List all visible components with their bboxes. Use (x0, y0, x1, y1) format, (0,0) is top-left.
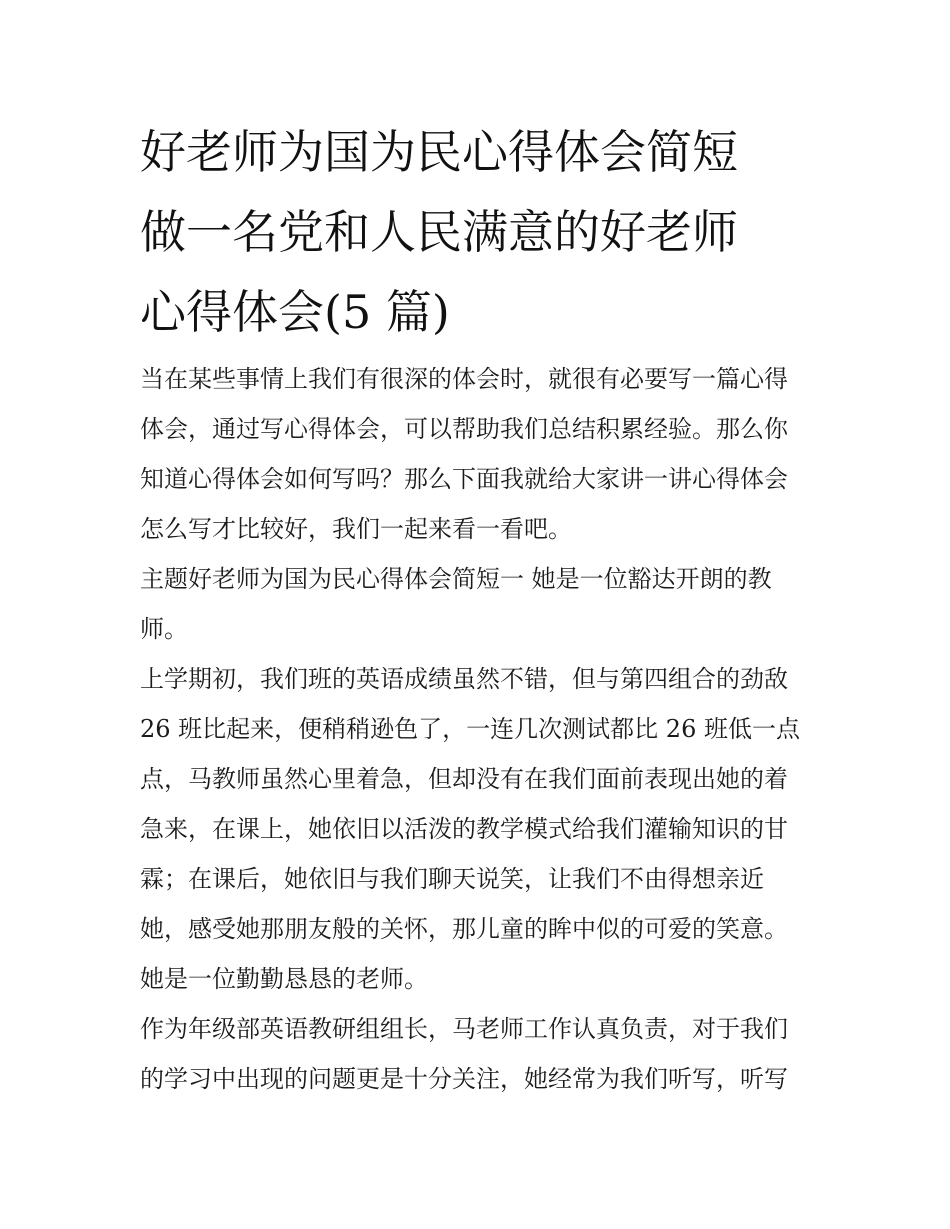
body-line: 点，马教师虽然心里着急，但却没有在我们面前表现出她的着 (140, 765, 788, 793)
body-line: 26 班比起来，便稍稍逊色了，一连几次测试都比 26 班低一点 (140, 715, 800, 743)
body-line: 她，感受她那朋友般的关怀，那儿童的眸中似的可爱的笑意。 (140, 915, 788, 943)
body-line: 师。 (140, 615, 188, 643)
document-body (140, 354, 820, 1104)
body-line: 作为年级部英语教研组组长，马老师工作认真负责，对于我们 (140, 1015, 788, 1043)
body-line: 知道心得体会如何写吗？那么下面我就给大家讲一讲心得体会 (140, 465, 788, 493)
body-line: 她是一位勤勤恳恳的老师。 (140, 965, 428, 993)
body-line: 霖；在课后，她依旧与我们聊天说笑，让我们不由得想亲近 (140, 865, 764, 893)
body-line: 当在某些事情上我们有很深的体会时，就很有必要写一篇心得 (140, 365, 788, 393)
title-line: 心得体会(5 篇) (140, 285, 450, 339)
body-line: 的学习中出现的问题更是十分关注，她经常为我们听写，听写 (140, 1065, 788, 1093)
body-line: 主题好老师为国为民心得体会简短一 她是一位豁达开朗的教 (140, 565, 772, 593)
body-line: 怎么写才比较好，我们一起来看一看吧。 (140, 515, 572, 543)
body-line: 上学期初，我们班的英语成绩虽然不错，但与第四组合的劲敌 (140, 665, 788, 693)
title-line: 好老师为国为民心得体会简短 (140, 125, 738, 179)
document-title (140, 112, 820, 352)
body-line: 体会，通过写心得体会，可以帮助我们总结积累经验。那么你 (140, 415, 788, 443)
body-line: 急来，在课上，她依旧以活泼的教学模式给我们灌输知识的甘 (140, 815, 788, 843)
title-line: 做一名党和人民满意的好老师 (140, 205, 738, 259)
